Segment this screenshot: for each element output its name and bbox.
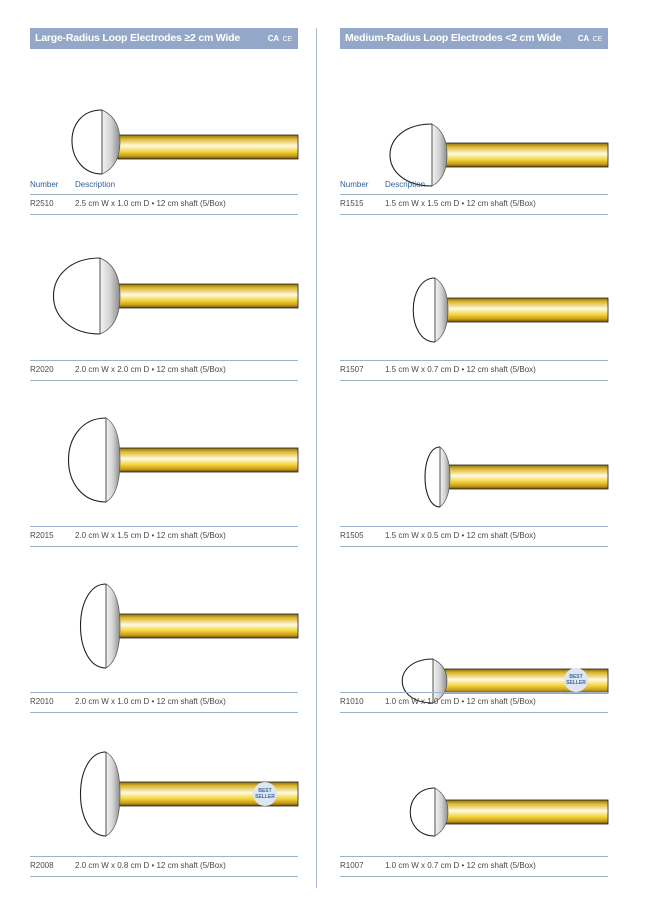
electrode-graphic-r1007 xyxy=(340,736,608,876)
product-description: 1.5 cm W x 0.5 cm D • 12 cm shaft (5/Box) xyxy=(385,531,536,540)
product-number: R2015 xyxy=(30,531,54,540)
row-divider xyxy=(30,876,298,877)
product-row xyxy=(30,196,298,212)
product-description: 1.5 cm W x 0.7 cm D • 12 cm shaft (5/Box) xyxy=(385,365,536,374)
section-header xyxy=(30,28,298,49)
row-divider xyxy=(340,856,608,857)
row-divider xyxy=(340,194,608,195)
certification-marks xyxy=(578,28,602,50)
ce-mark: CE xyxy=(592,36,602,43)
row-divider xyxy=(340,692,608,693)
product-number: R2010 xyxy=(30,697,54,706)
product-number: R1507 xyxy=(340,365,364,374)
product-row xyxy=(30,694,298,710)
electrode-graphic-r2510 xyxy=(30,56,298,196)
electrode-graphic-r2008 xyxy=(30,736,298,876)
row-divider xyxy=(340,876,608,877)
row-divider xyxy=(340,526,608,527)
row-divider xyxy=(30,360,298,361)
product-description: 2.0 cm W x 0.8 cm D • 12 cm shaft (5/Box) xyxy=(75,861,226,870)
electrode-graphic-r1010 xyxy=(340,570,608,710)
row-divider xyxy=(30,712,298,713)
product-row xyxy=(30,528,298,544)
product-row xyxy=(340,694,608,710)
product-description: 2.0 cm W x 1.0 cm D • 12 cm shaft (5/Box) xyxy=(75,697,226,706)
row-divider xyxy=(340,214,608,215)
product-number: R1505 xyxy=(340,531,364,540)
row-divider xyxy=(30,546,298,547)
section-header xyxy=(340,28,608,49)
product-number: R1010 xyxy=(340,697,364,706)
section-title: Medium-Radius Loop Electrodes <2 cm Wide xyxy=(345,32,562,44)
row-divider xyxy=(340,380,608,381)
product-description: 1.5 cm W x 1.5 cm D • 12 cm shaft (5/Box) xyxy=(385,199,536,208)
product-number: R1515 xyxy=(340,199,364,208)
electrode-graphic-r1515 xyxy=(340,56,608,196)
electrode-graphic-r1505 xyxy=(340,404,608,544)
column-labels xyxy=(340,178,608,192)
product-row xyxy=(340,196,608,212)
column-divider xyxy=(316,28,317,888)
product-description: 1.0 cm W x 1.0 cm D • 12 cm shaft (5/Box) xyxy=(385,697,536,706)
row-divider xyxy=(30,194,298,195)
product-row xyxy=(340,858,608,874)
electrode-graphic-r2020 xyxy=(30,238,298,378)
row-divider xyxy=(30,856,298,857)
product-description: 1.0 cm W x 0.7 cm D • 12 cm shaft (5/Box) xyxy=(385,861,536,870)
electrode-graphic-r2010 xyxy=(30,570,298,710)
row-divider xyxy=(30,380,298,381)
electrode-graphic-r1507 xyxy=(340,238,608,378)
number-label: Number xyxy=(30,180,59,189)
medium-radius-column xyxy=(340,28,608,870)
section-title: Large-Radius Loop Electrodes ≥2 cm Wide xyxy=(35,32,240,44)
product-number: R1007 xyxy=(340,861,364,870)
product-row xyxy=(340,362,608,378)
row-divider xyxy=(340,360,608,361)
row-divider xyxy=(30,692,298,693)
product-row xyxy=(30,858,298,874)
product-row xyxy=(30,362,298,378)
row-divider xyxy=(30,214,298,215)
row-divider xyxy=(30,526,298,527)
row-divider xyxy=(340,712,608,713)
description-label: Description xyxy=(385,180,426,189)
best-seller-badge: BEST SELLER xyxy=(253,782,277,806)
description-label: Description xyxy=(75,180,116,189)
ca-mark: CA xyxy=(577,34,589,43)
product-number: R2020 xyxy=(30,365,54,374)
best-seller-badge: BEST SELLER xyxy=(564,668,588,692)
number-label: Number xyxy=(340,180,369,189)
certification-marks xyxy=(268,28,292,50)
ce-mark: CE xyxy=(282,36,292,43)
ca-mark: CA xyxy=(267,34,279,43)
product-row xyxy=(340,528,608,544)
product-description: 2.5 cm W x 1.0 cm D • 12 cm shaft (5/Box) xyxy=(75,199,226,208)
product-description: 2.0 cm W x 2.0 cm D • 12 cm shaft (5/Box) xyxy=(75,365,226,374)
product-number: R2510 xyxy=(30,199,54,208)
product-number: R2008 xyxy=(30,861,54,870)
row-divider xyxy=(340,546,608,547)
large-radius-column xyxy=(30,28,298,870)
product-description: 2.0 cm W x 1.5 cm D • 12 cm shaft (5/Box) xyxy=(75,531,226,540)
column-labels xyxy=(30,178,298,192)
electrode-graphic-r2015 xyxy=(30,404,298,544)
